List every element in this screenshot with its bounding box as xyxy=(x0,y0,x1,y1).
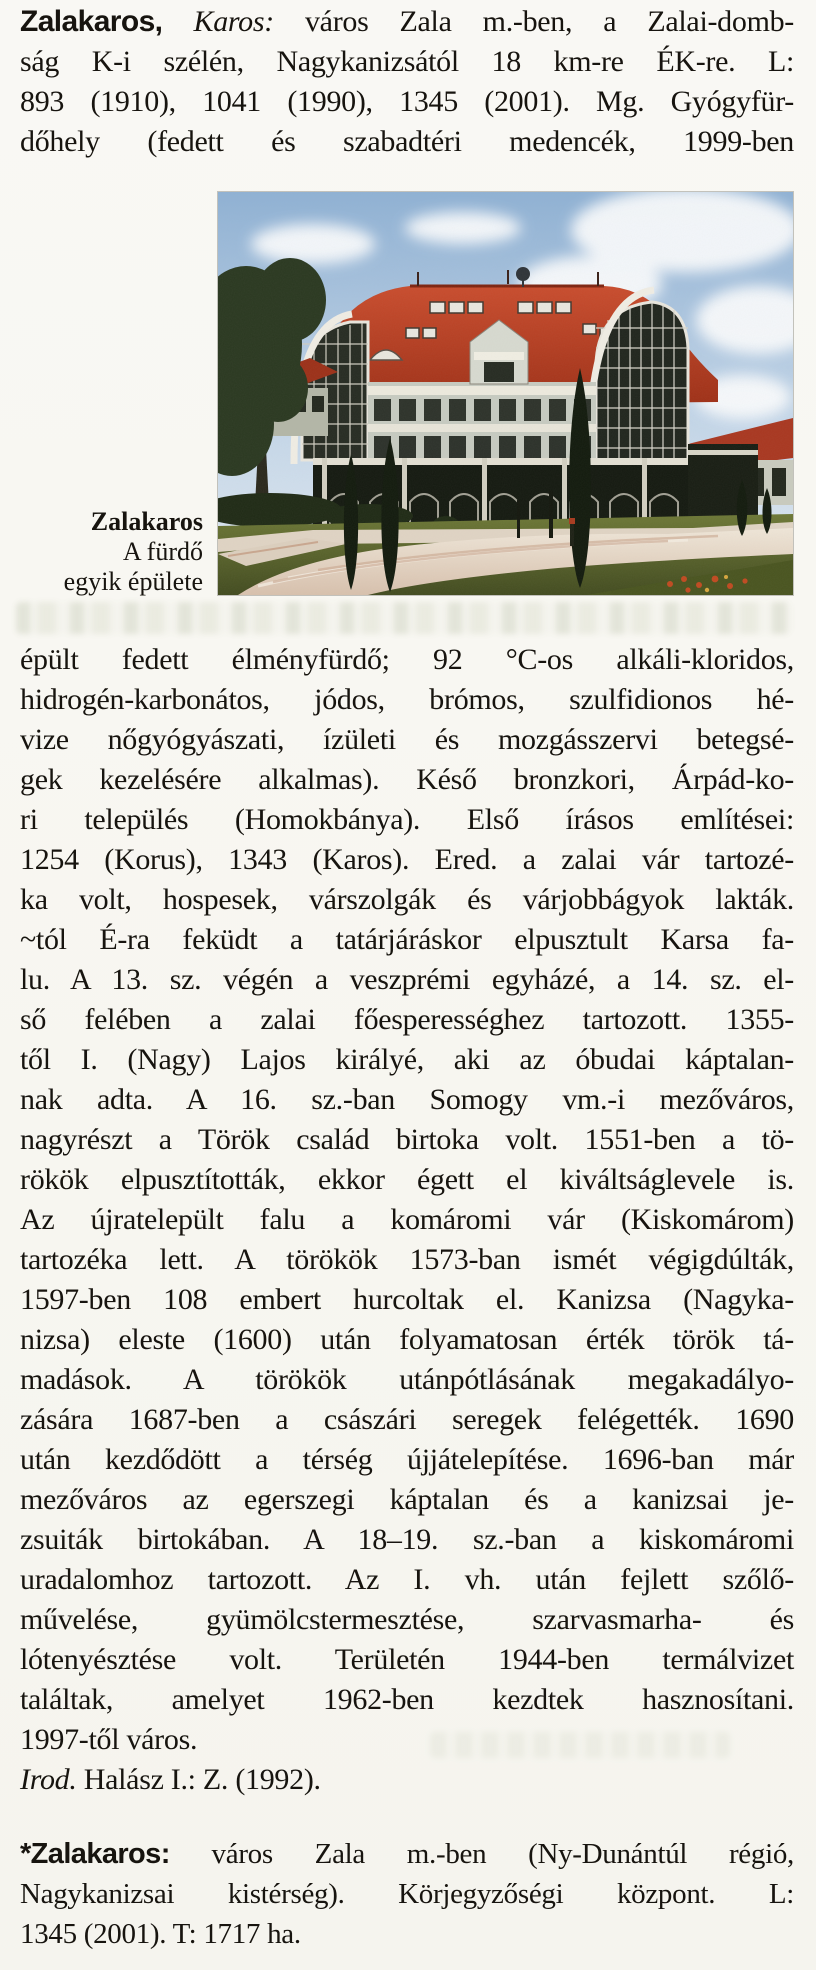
text-line: után kezdődött a térség újjátelepítése. 1696-ban már xyxy=(20,1443,794,1476)
entry-zalakaros-secondary xyxy=(20,1834,794,1954)
text-line: 1597-ben 108 embert hurcoltak el. Kanizsa (Nagyka- xyxy=(20,1283,794,1316)
text-line: zására 1687-ben a császári seregek felégették. 1690 xyxy=(20,1403,794,1436)
text-line: 1997-től város. xyxy=(20,1723,198,1756)
text-line: vize nőgyógyászati, ízületi és mozgásszervi betegsé- xyxy=(20,723,794,756)
text-line: ~tól É-ra feküdt a tatárjáráskor elpusztult Karsa fa- xyxy=(20,923,794,956)
entry-zalakaros-head xyxy=(20,2,794,162)
text-line: 893 (1910), 1041 (1990), 1345 (2001). Mg. Gyógyfür- xyxy=(20,85,794,118)
text-line: Irod. Halász I.: Z. (1992). xyxy=(20,1763,321,1796)
text-line: tartozéka lett. A törökök 1573-ban ismét végigdúlták, xyxy=(20,1243,794,1276)
text-line: Nagykanizsai kistérség). Körjegyzőségi központ. L: xyxy=(20,1878,794,1910)
text-line: találtak, amelyet 1962-ben kezdtek hasznosítani. xyxy=(20,1683,794,1716)
text-line: egyik épülete xyxy=(63,567,203,596)
figure-zalakaros xyxy=(0,192,816,595)
text-line: Zalakaros, Karos: város Zala m.-ben, a Zalai-domb- xyxy=(20,5,794,38)
text-line: től I. (Nagy) Lajos királyé, aki az óbudai káptalan- xyxy=(20,1043,794,1076)
text-line: nak adta. A 16. sz.-ban Somogy vm.-i mezőváros, xyxy=(20,1083,794,1116)
text-line: nagyrészt a Török család birtoka volt. 1551-ben a tö- xyxy=(20,1123,794,1156)
spa-photo xyxy=(218,192,793,595)
text-line: épült fedett élményfürdő; 92 °C-os alkáli-kloridos, xyxy=(20,643,794,676)
text-line: ri település (Homokbánya). Első írásos említései: xyxy=(20,803,794,836)
text-line: 1254 (Korus), 1343 (Karos). Ered. a zalai vár tartozé- xyxy=(20,843,794,876)
text-line: Az újratelepült falu a komáromi vár (Kiskomárom) xyxy=(20,1203,794,1236)
text-line: rökök elpusztították, ekkor égett el kiváltságlevele is. xyxy=(20,1163,794,1196)
text-line: mezőváros az egerszegi káptalan és a kanizsai je- xyxy=(20,1483,794,1516)
text-line: A fürdő xyxy=(122,537,203,566)
ink-bleed-through xyxy=(16,602,792,634)
text-line: uradalomhoz tartozott. Az I. vh. után fejlett szőlő- xyxy=(20,1563,794,1596)
text-line: hidrogén-karbonátos, jódos, brómos, szulfidionos hé- xyxy=(20,683,794,716)
photo-caption xyxy=(0,507,203,597)
text-line: madások. A törökök utánpótlásának megakadályo- xyxy=(20,1363,794,1396)
text-line: ság K-i szélén, Nagykanizsától 18 km-re ÉK-re. L: xyxy=(20,45,794,78)
text-line: lótenyésztése volt. Területén 1944-ben termálvizet xyxy=(20,1643,794,1676)
text-line: dőhely (fedett és szabadtéri medencék, 1999-ben xyxy=(20,125,794,158)
text-line: ső felében a zalai főesperességhez tartozott. 1355- xyxy=(20,1003,794,1036)
text-line: 1345 (2001). T: 1717 ha. xyxy=(20,1918,301,1950)
text-line: ka volt, hospesek, várszolgák és várjobbágyok lakták. xyxy=(20,883,794,916)
text-line: *Zalakaros: város Zala m.-ben (Ny-Dunántúl régió, xyxy=(20,1838,794,1870)
print-grain xyxy=(218,192,793,595)
text-line: művelése, gyümölcstermesztése, szarvasmarha- és xyxy=(20,1603,794,1636)
text-line: lu. A 13. sz. végén a veszprémi egyházé, a 14. sz. el- xyxy=(20,963,794,996)
text-line: zsuiták birtokában. A 18–19. sz.-ban a kiskomáromi xyxy=(20,1523,794,1556)
text-line: gek kezelésére alkalmas). Késő bronzkori, Árpád-ko- xyxy=(20,763,794,796)
text-line: Zalakaros xyxy=(90,507,203,536)
text-line: nizsa) eleste (1600) után folyamatosan érték török tá- xyxy=(20,1323,794,1356)
entry-zalakaros-body xyxy=(20,640,794,1800)
